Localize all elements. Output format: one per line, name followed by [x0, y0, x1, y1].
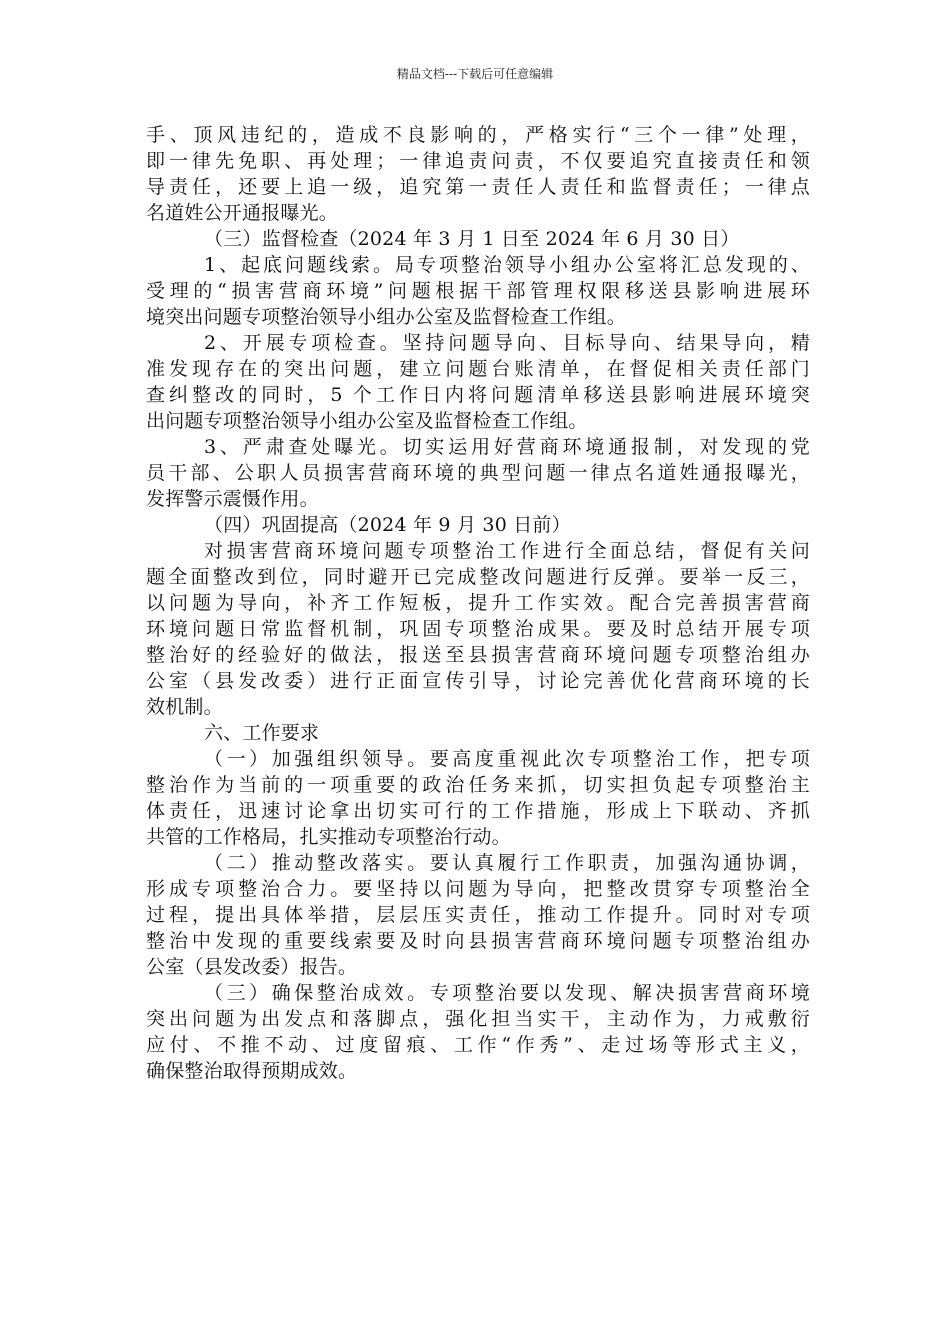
- text-line: 应付、不推不动、过度留痕、工作“作秀”、走过场等形式主义，: [146, 1034, 810, 1056]
- text-line: 查纠整改的同时，5 个工作日内将问题清单移送县影响进展环境突: [146, 384, 810, 406]
- text-line: 题全面整改到位，同时避开已完成整改问题进行反弹。要举一反三，: [146, 566, 810, 588]
- text-line: 整治作为当前的一项重要的政治任务来抓，切实担负起专项整治主: [146, 774, 810, 796]
- text-line: 对损害营商环境问题专项整治工作进行全面总结，督促有关问: [204, 540, 810, 562]
- document-body: [146, 122, 810, 1084]
- text-line: 发挥警示震慑作用。: [146, 488, 319, 510]
- text-line: 以问题为导向，补齐工作短板，提升工作实效。配合完善损害营商: [146, 592, 810, 614]
- text-line: 境突出问题专项整治领导小组办公室及监督检查工作组。: [146, 306, 627, 328]
- text-line: 即一律先免职、再处理；一律追责问责，不仅要追究直接责任和领: [146, 150, 810, 172]
- text-line: 确保整治取得预期成效。: [146, 1060, 358, 1082]
- text-line: 环境问题日常监督机制，巩固专项整治成果。要及时总结开展专项: [146, 618, 810, 640]
- text-line: （三）确保整治成效。专项整治要以发现、解决损害营商环境: [204, 982, 810, 1004]
- page-header: 精品文档---下载后可任意编辑: [396, 67, 554, 81]
- text-line: 形成专项整治合力。要坚持以问题为导向，把整改贯穿专项整治全: [146, 878, 810, 900]
- text-line: 名道姓公开通报曝光。: [146, 202, 339, 224]
- text-line: 导责任，还要上追一级，追究第一责任人责任和监督责任；一律点: [146, 176, 810, 198]
- text-line: 过程，提出具体举措，层层压实责任，推动工作提升。同时对专项: [146, 904, 810, 926]
- text-line: 受理的“损害营商环境”问题根据干部管理权限移送县影响进展环: [146, 280, 810, 302]
- text-line: 手、顶风违纪的，造成不良影响的，严格实行“三个一律”处理，: [146, 124, 810, 146]
- text-line: 2、开展专项检查。坚持问题导向、目标导向、结果导向，精: [204, 332, 810, 354]
- text-line: 整治中发现的重要线索要及时向县损害营商环境问题专项整治组办: [146, 930, 810, 952]
- text-line: 3、严肃查处曝光。切实运用好营商环境通报制，对发现的党: [204, 436, 810, 458]
- text-line: 出问题专项整治领导小组办公室及监督检查工作组。: [146, 410, 588, 432]
- text-line: （二）推动整改落实。要认真履行工作职责，加强沟通协调，: [204, 852, 810, 874]
- text-line: 公室（县发改委）进行正面宣传引导，讨论完善优化营商环境的长: [146, 670, 810, 692]
- text-line: 整治好的经验好的做法，报送至县损害营商环境问题专项整治组办: [146, 644, 810, 666]
- text-line: （一）加强组织领导。要高度重视此次专项整治工作，把专项: [204, 748, 810, 770]
- text-line: （四）巩固提高（2024 年 9 月 30 日前）: [204, 514, 571, 536]
- text-line: 共管的工作格局，扎实推动专项整治行动。: [146, 826, 511, 848]
- text-line: 准发现存在的突出问题，建立问题台账清单，在督促相关责任部门: [146, 358, 810, 380]
- text-line: 员干部、公职人员损害营商环境的典型问题一律点名道姓通报曝光，: [146, 462, 810, 484]
- text-line: 1、起底问题线索。局专项整治领导小组办公室将汇总发现的、: [204, 254, 810, 276]
- text-line: 突出问题为出发点和落脚点，强化担当实干，主动作为，力戒敷衍: [146, 1008, 810, 1030]
- text-line: 效机制。: [146, 696, 223, 718]
- text-line: 六、工作要求: [204, 722, 320, 744]
- text-line: （三）监督检查（2024 年 3 月 1 日至 2024 年 6 月 30 日）: [204, 228, 740, 250]
- text-line: 公室（县发改委）报告。: [146, 956, 358, 978]
- text-line: 体责任，迅速讨论拿出切实可行的工作措施，形成上下联动、齐抓: [146, 800, 810, 822]
